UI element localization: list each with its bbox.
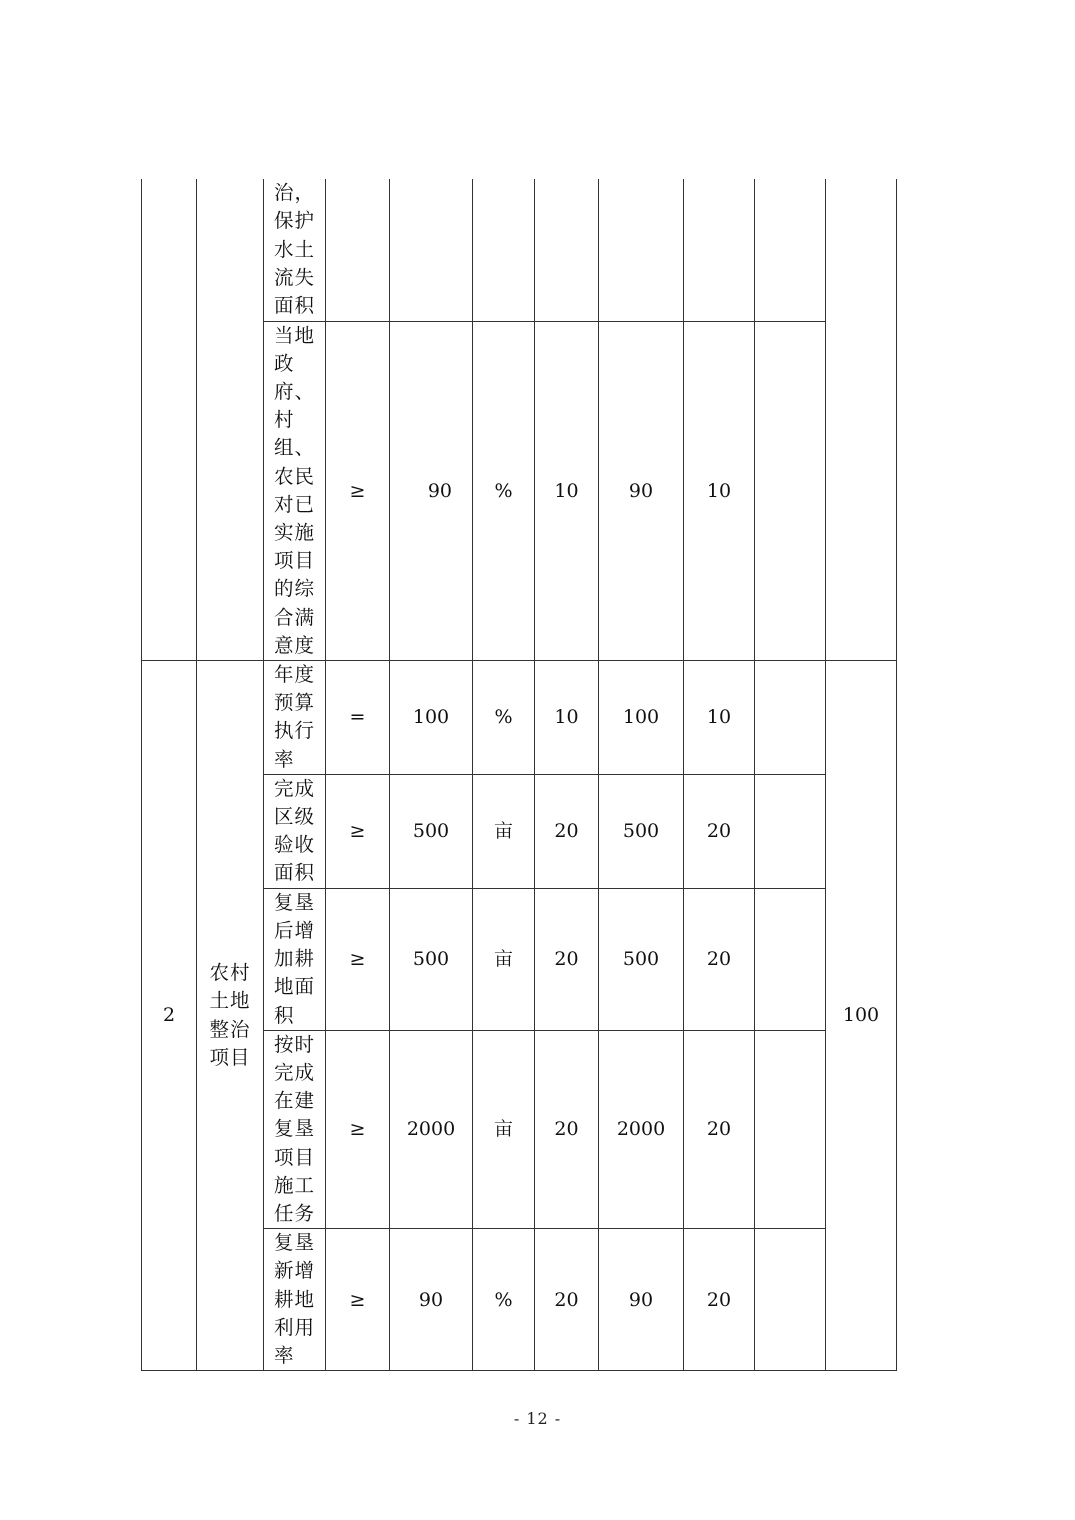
score-cell: 20 [684,774,755,888]
remark-cell [755,888,826,1030]
score-cell: 10 [684,321,755,660]
unit-cell: % [473,1229,535,1371]
weight-cell: 20 [535,1229,599,1371]
weight-cell [535,179,599,321]
indicator-cell [264,774,326,888]
weight-cell: 10 [535,660,599,774]
score-cell [684,179,755,321]
table-row [142,179,897,321]
score-cell: 20 [684,888,755,1030]
weight-cell: 20 [535,1030,599,1228]
weight-cell: 20 [535,888,599,1030]
remark-cell [755,774,826,888]
unit-cell [473,179,535,321]
indicator-cell [264,660,326,774]
indicator-text: 治， 保护 水土 流失 面积 [274,181,316,318]
indicator-cell [264,179,326,321]
indicator-text: 年度 预算 执行 率 [274,662,316,771]
indicator-text: 当地 政 府、 村 组、 农民 对已 实施 项目 的综 合满 意度 [274,323,316,657]
actual-cell: 90 [599,321,684,660]
project-cell [197,660,264,1370]
operator-cell: ≥ [326,888,390,1030]
indicator-cell [264,888,326,1030]
score-cell: 20 [684,1229,755,1371]
actual-cell [599,179,684,321]
operator-cell: ≥ [326,1229,390,1371]
unit-cell: 亩 [473,774,535,888]
remark-cell [755,660,826,774]
score-cell: 10 [684,660,755,774]
indicator-cell [264,321,326,660]
actual-cell: 100 [599,660,684,774]
project-cell-continued [197,179,264,660]
actual-cell: 500 [599,774,684,888]
operator-cell [326,179,390,321]
table-row [142,660,897,774]
target-cell: 2000 [390,1030,473,1228]
indicator-cell [264,1030,326,1228]
actual-cell: 2000 [599,1030,684,1228]
performance-table [141,179,897,1371]
indicator-text: 按时 完成 在建 复垦 项目 施工 任务 [274,1032,316,1225]
indicator-text: 完成 区级 验收 面积 [274,776,316,885]
operator-cell: ≥ [326,1030,390,1228]
target-cell: 90 [390,1229,473,1371]
total-cell-continued [826,179,897,660]
remark-cell [755,1030,826,1228]
unit-cell: % [473,660,535,774]
score-cell: 20 [684,1030,755,1228]
remark-cell [755,1229,826,1371]
unit-cell: 亩 [473,1030,535,1228]
target-cell [390,179,473,321]
indicator-text: 复垦 后增 加耕 地面 积 [274,890,316,1027]
weight-cell: 10 [535,321,599,660]
operator-cell: = [326,660,390,774]
index-cell-continued [142,179,197,660]
target-cell: 500 [390,774,473,888]
page-number: - 12 - [513,1409,562,1428]
remark-cell [755,321,826,660]
actual-cell: 90 [599,1229,684,1371]
operator-cell: ≥ [326,321,390,660]
target-cell: 500 [390,888,473,1030]
unit-cell: % [473,321,535,660]
index-cell: 2 [142,660,197,1370]
actual-cell: 500 [599,888,684,1030]
project-name: 农村 土地 整治 项目 [209,961,251,1069]
operator-cell: ≥ [326,774,390,888]
total-cell: 100 [826,660,897,1370]
unit-cell: 亩 [473,888,535,1030]
weight-cell: 20 [535,774,599,888]
remark-cell [755,179,826,321]
target-cell: 100 [390,660,473,774]
target-cell: 90 [390,321,473,660]
indicator-cell [264,1229,326,1371]
indicator-text: 复垦 新增 耕地 利用 率 [274,1231,316,1367]
